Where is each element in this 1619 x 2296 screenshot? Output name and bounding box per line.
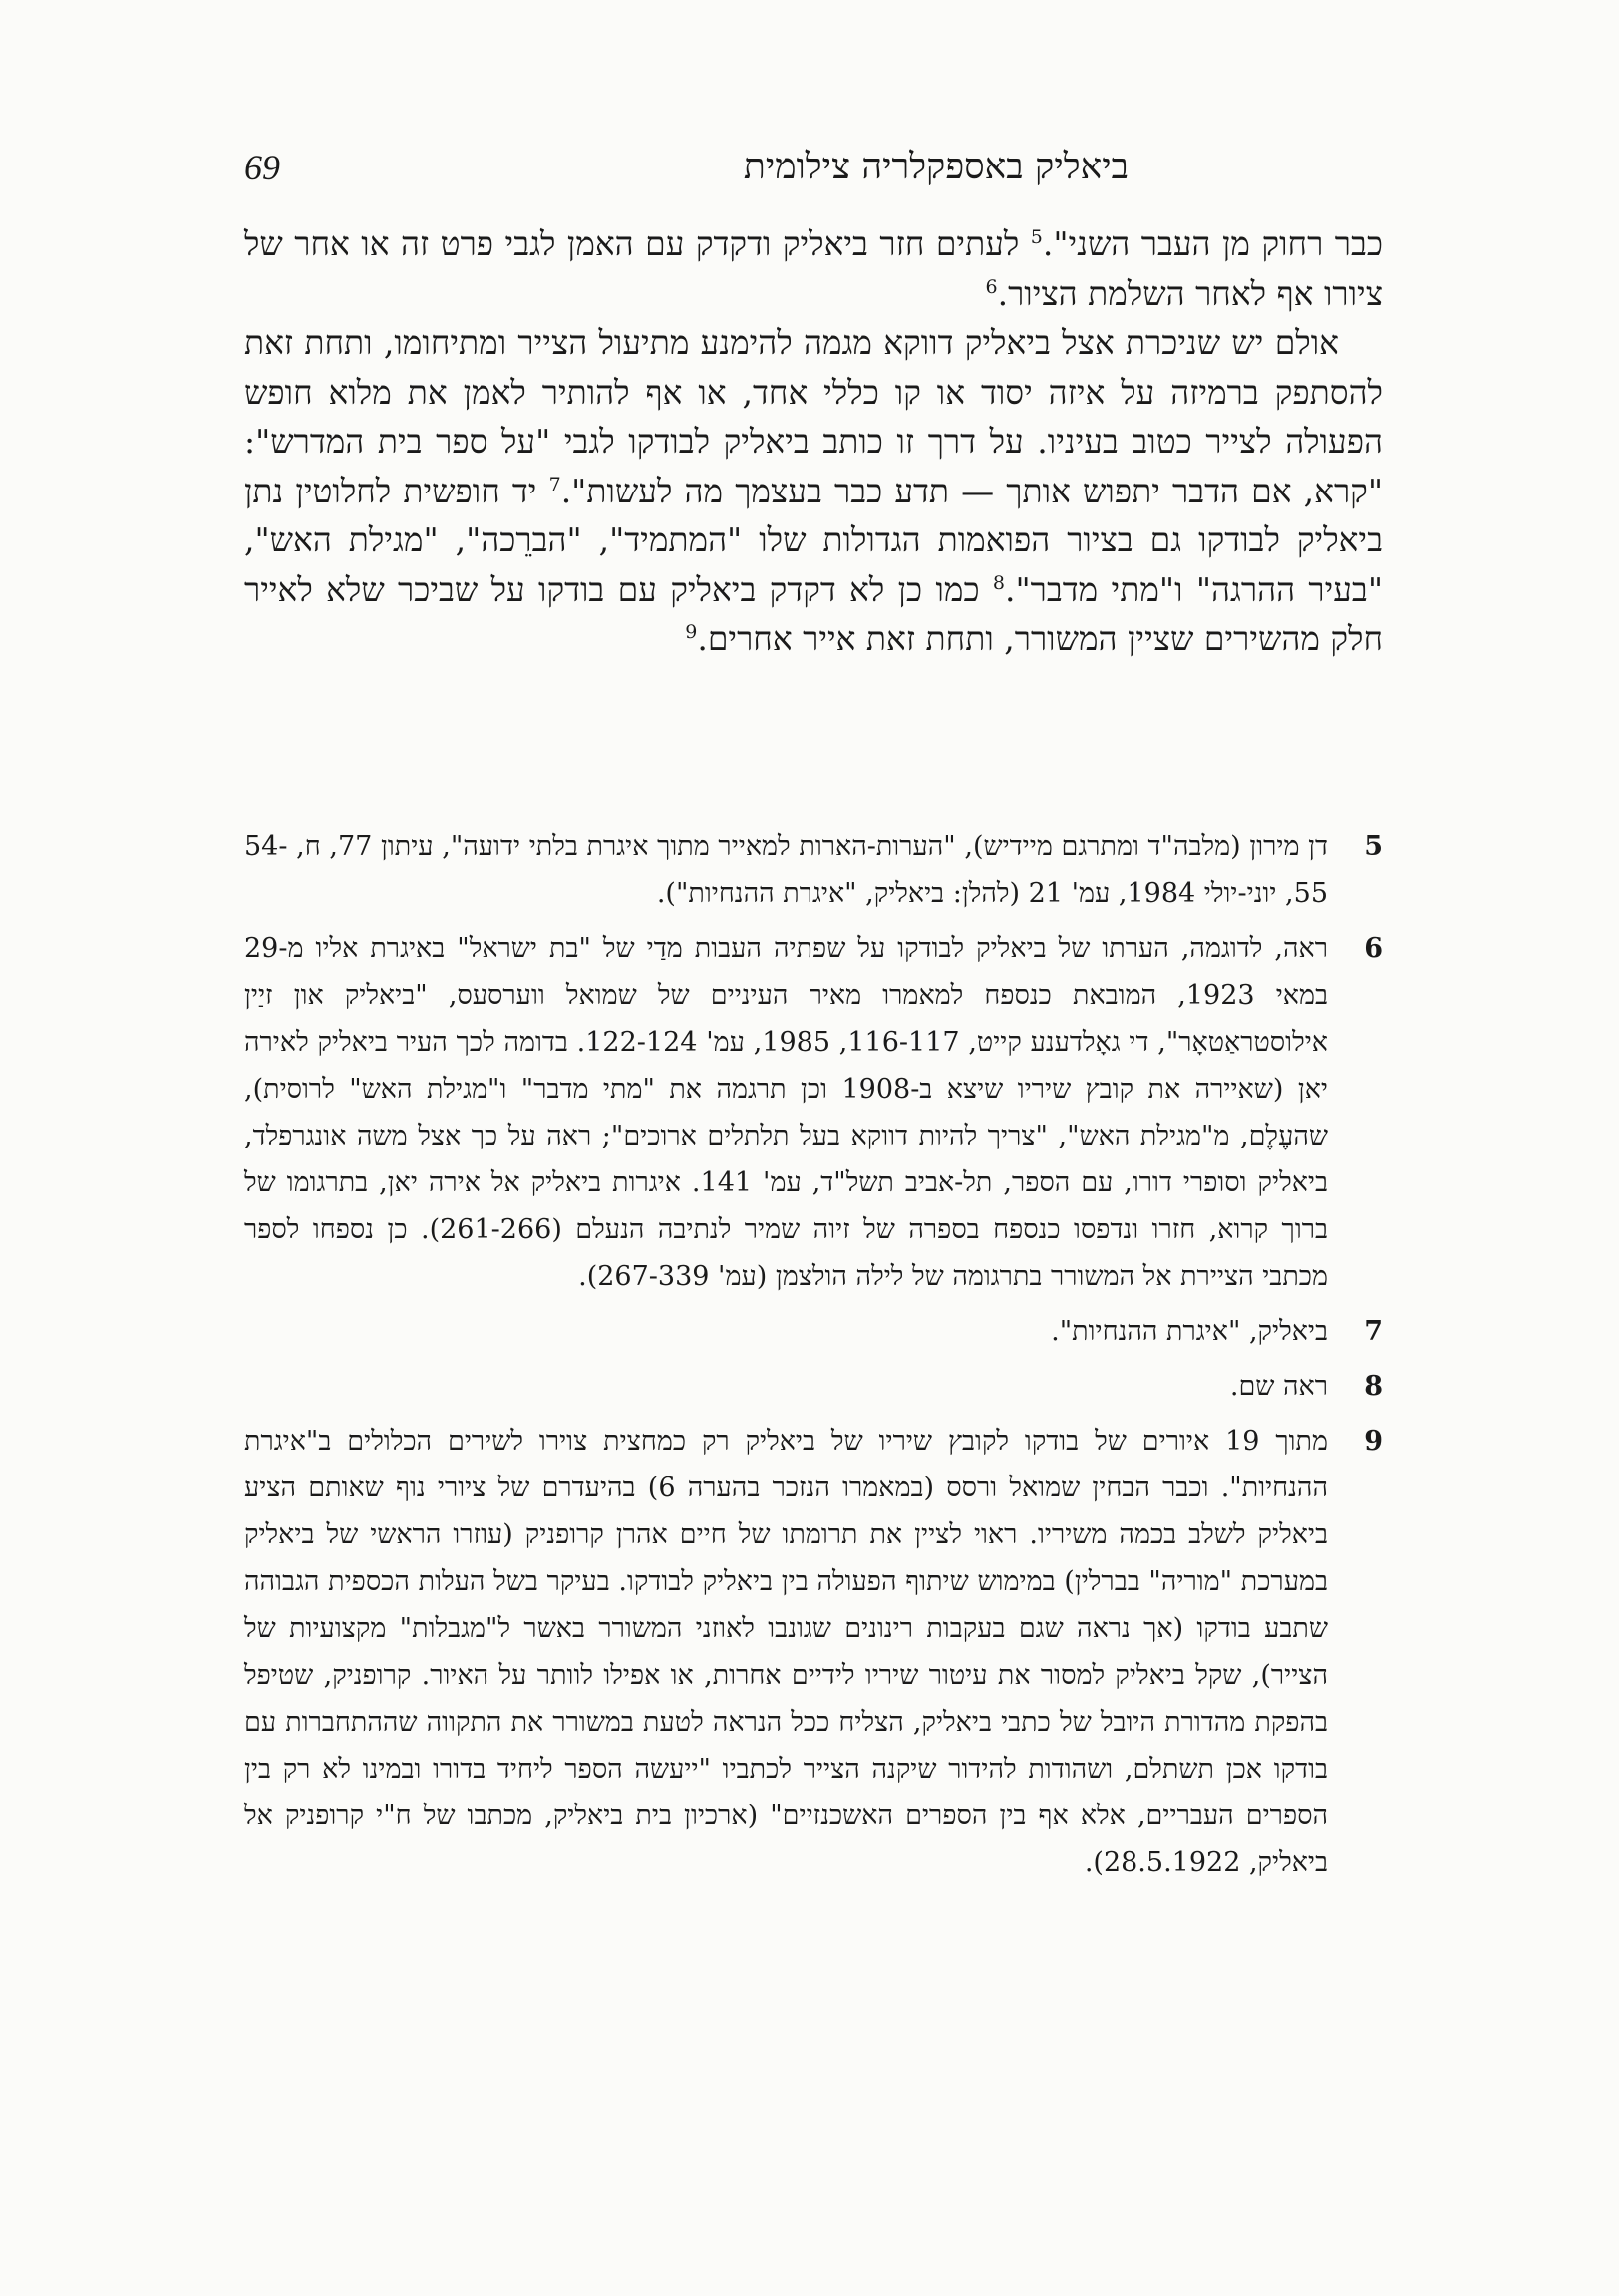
footnote-text: ראה, לדוגמה, הערתו של ביאליק לבודקו על שפתיה העבות מדַי של "בת ישראל" באיגרת אליו מ-29 במאי 1923, המובאת כנספח למאמרו מאיר העיניים של שמואל ווערסעס, "ביאליק און זיַין אילוסטראַטאָר", די גאָלדענע קייט, 116-117, 1985, עמ' 122-124. בדומה לכך העיר ביאליק לאירה יאן (שאיירה את קובץ שיריו שיצא ב-1908 וכן תרגמה את "מתי מדבר" ו"מגילת האש" לרוסית), שהעֶלֶם, מ"מגילת האש", "צריך להיות דווקא בעל תלתלים ארוכים"; ראה על כך אצל משה אונגרפלד, ביאליק וסופרי דורו, עם הספר, תל-אביב תשל"ד, עמ' 141. איגרות ביאליק אל אירה יאן, בתרגומו של ברוך קרוא, חזרו ונדפסו כנספח בספרה של זיוה שמיר לנתיבה הנעלם (261-266). כן נספחו לספר מכתבי הציירת אל המשורר בתרגומה של לילה הולצמן (עמ' 267-339). [244,933,1329,1292]
footnote-text: מתוך 19 איורים של בודקו לקובץ שיריו של ביאליק רק כמחצית צוירו לשירים הכלולים ב"איגרת ההנחיות". וכבר הבחין שמואל ורסס (במאמרו הנזכר בהערה 6) בהיעדרם של ציורי נוף שאותם הציע ביאליק לשלב בכמה משיריו. ראוי לציין את תרומתו של חיים אהרן קרופניק (עוזרו הראשי של ביאליק במערכת "מוריה" בברלין) במימוש שיתוף הפעולה בין ביאליק לבודקו. בעיקר בשל העלות הכספית הגבוהה שתבע בודקו (אך נראה שגם בעקבות רינונים שגונבו לאוזני המשורר באשר ל"מגבלות" מקצועיות של הצייר), שקל ביאליק למסור את עיטור שיריו לידיים אחרות, או אפילו לוותר על האיור. קרופניק, שטיפל בהפקת מהדורת היובל של כתבי ביאליק, הצליח ככל הנראה לטעת במשורר את התקווה שההתחברות עם בודקו אכן תשתלם, ושהודות להידור שיקנה הצייר לכתביו "ייעשה הספר ליחיד בדורו ובמינו לא רק בין הספרים העבריים, אלא אף בין הספרים האשכנזיים" (ארכיון בית ביאליק, מכתבו של ח"י קרופניק אל ביאליק, 28.5.1922). [244,1426,1328,1878]
footnote-number: 6 [1364,933,1383,964]
footnote-ref-9: 9 [685,621,698,643]
body-text-run: יד חופשית לחלוטין נתן ביאליק לבודקו גם בציור הפואמות הגדולות שלו "המתמיד", "הברֵכה", "מגילת האש", "בעיר ההרגה" ו"מתי מדבר". [244,471,1383,609]
footnote-number: 8 [1364,1371,1383,1402]
footnote-ref-5: 5 [1030,226,1043,248]
footnote-number: 9 [1364,1426,1383,1457]
footnote-9 [244,1418,1383,1886]
footnote-number: 5 [1364,831,1383,862]
body-text-run: אולם יש שניכרת אצל ביאליק דווקא מגמה להימנע מתיעול הצייר ומתיחומו, ותחת זאת להסתפק ברמיזה על איזה יסוד או קו כללי אחד, או אף להותיר לאמן את מלוא חופש הפעולה לצייר כטוב בעיניו. על דרך זו כותב ביאליק לבודקו לגבי "על ספר בית המדרש": "קרא, אם הדבר יתפוש אותך — תדע כבר בעצמך מה לעשות". [244,323,1384,510]
body-text [244,219,1383,664]
body-text-run: כבר רחוק מן העבר השני". [1042,224,1383,263]
page-number: 69 [244,148,280,187]
footnote-8 [244,1363,1383,1410]
footnote-text: ראה שם. [1229,1371,1328,1402]
footnote-5 [244,823,1383,917]
body-text-run: כמו כן לא דקדק ביאליק עם בודקו על שביכר שלא לאייר חלק מהשירים שציין המשורר, ותחת זאת אייר אחרים. [244,569,1383,658]
footnote-ref-8: 8 [992,571,1006,594]
footnote-text: דן מירון (מלבה"ד ומתרגם מיידיש), "הערות-הארות למאייר מתוך איגרת בלתי ידועה", עיתון 77, ח, 54-55, יוני-יולי 1984, עמ' 21 (להלן: ביאליק, "איגרת ההנחיות"). [244,831,1328,909]
footnote-ref-7: 7 [548,473,561,495]
footnote-text: ביאליק, "איגרת ההנחיות". [1051,1316,1328,1347]
body-paragraph-1 [244,219,1383,318]
body-text-run: לעתים חזר ביאליק ודקדק עם האמן לגבי פרט זה או אחר של ציורו אף לאחר השלמת הציור. [244,224,1383,313]
footnote-7 [244,1308,1383,1355]
body-paragraph-2 [244,318,1383,664]
footnotes [244,823,1383,1894]
footnote-ref-6: 6 [985,275,998,298]
footnote-number: 7 [1364,1316,1383,1347]
running-head [244,138,1383,197]
footnote-6 [244,925,1383,1300]
running-title: ביאליק באספקלריה צילומית [743,147,1129,187]
